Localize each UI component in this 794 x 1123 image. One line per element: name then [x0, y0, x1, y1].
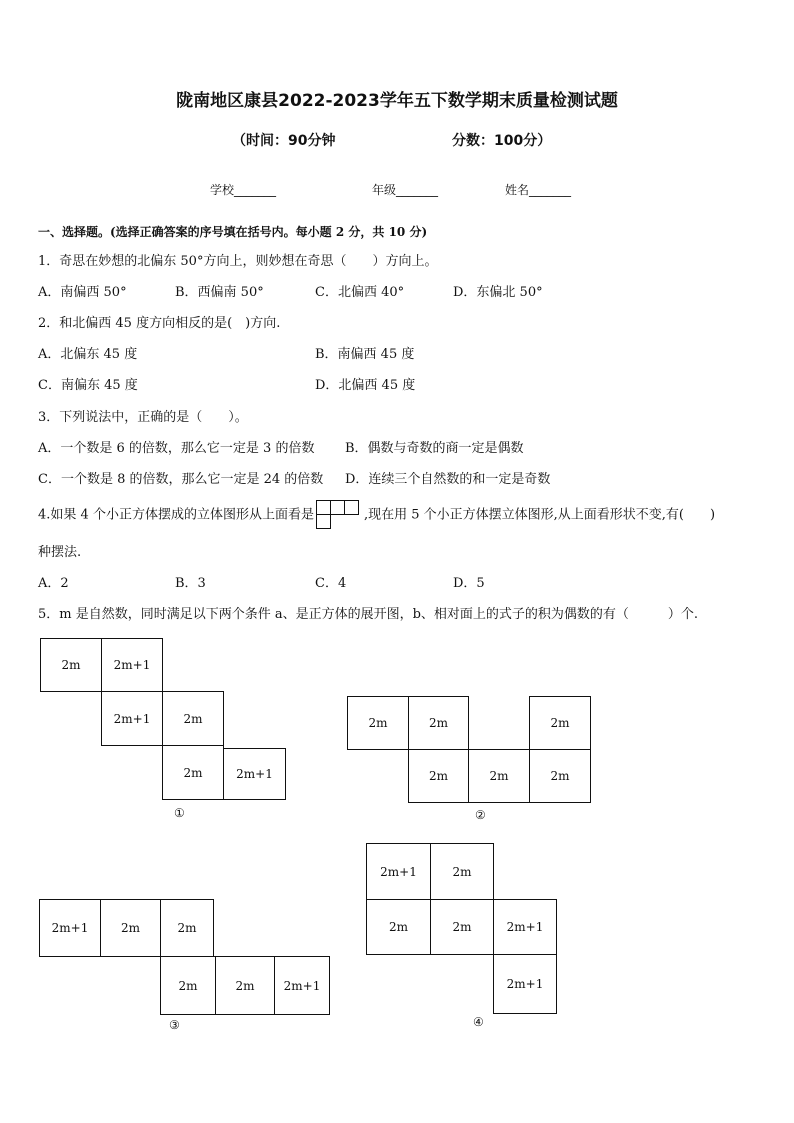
net-cell: 2m+1: [223, 748, 286, 800]
q3-option-a: A．一个数是 6 的倍数，那么它一定是 3 的倍数: [38, 441, 315, 456]
net-cell: 2m+1: [39, 899, 101, 957]
net-cell: 2m: [408, 696, 469, 750]
question-4-cont: 种摆法.: [38, 545, 82, 560]
q2-option-b: B．南偏西 45 度: [315, 347, 415, 362]
net-cell: 2m+1: [366, 843, 431, 900]
q1-option-c: C．北偏西 40°: [315, 285, 405, 300]
top-view-figure: [316, 500, 362, 530]
q4-option-c: C．4: [315, 576, 347, 591]
q3-option-d: D．连续三个自然数的和一定是奇数: [345, 472, 551, 487]
net-cell: 2m: [408, 749, 469, 803]
q2-option-d: D．北偏西 45 度: [315, 378, 416, 393]
net-4-label: ④: [473, 1015, 484, 1029]
net-cell: 2m+1: [493, 899, 557, 955]
q3-option-c: C．一个数是 8 的倍数，那么它一定是 24 的倍数: [38, 472, 324, 487]
q2-option-a: A．北偏东 45 度: [38, 347, 138, 362]
exam-title: 陇南地区康县2022-2023学年五下数学期末质量检测试题: [176, 91, 618, 111]
q1-option-b: B．西偏南 50°: [175, 285, 264, 300]
net-cell: 2m: [215, 956, 275, 1015]
question-2: 2．和北偏西 45 度方向相反的是( )方向.: [38, 316, 281, 331]
net-cell: 2m+1: [101, 691, 163, 746]
q4-option-a: A．2: [38, 576, 69, 591]
q2-option-c: C．南偏东 45 度: [38, 378, 138, 393]
name-field: 姓名_______: [505, 183, 572, 197]
score-label: 分数：100分）: [452, 133, 552, 149]
time-label: （时间：90分钟: [232, 133, 336, 149]
net-cell: 2m: [160, 899, 214, 957]
net-1-label: ①: [174, 806, 185, 820]
q3-option-b: B．偶数与奇数的商一定是偶数: [345, 441, 524, 456]
net-3-label: ③: [169, 1018, 180, 1032]
net-cell: 2m: [529, 696, 591, 750]
net-cell: 2m: [366, 899, 431, 955]
net-cell: 2m: [160, 956, 216, 1015]
net-cell: 2m: [430, 899, 494, 955]
net-cell: 2m: [529, 749, 591, 803]
net-cell: 2m+1: [493, 954, 557, 1014]
net-cell: 2m: [100, 899, 161, 957]
school-field: 学校_______: [210, 183, 277, 197]
question-5: 5．m 是自然数，同时满足以下两个条件 a、是正方体的展开图，b、相对面上的式子的积为偶数的有（ ）个.: [38, 607, 699, 622]
net-cell: 2m: [347, 696, 409, 750]
section-heading: 一、选择题。(选择正确答案的序号填在括号内。每小题 2 分，共 10 分): [38, 225, 428, 239]
question-4: [38, 500, 715, 530]
q4-text-a: 4.如果 4 个小正方体摆成的立体图形从上面看是: [38, 507, 314, 523]
net-cell: 2m: [162, 691, 224, 746]
q4-option-b: B．3: [175, 576, 206, 591]
net-2-label: ②: [475, 808, 486, 822]
q1-option-d: D．东偏北 50°: [453, 285, 543, 300]
net-cell: 2m: [468, 749, 530, 803]
q4-option-d: D．5: [453, 576, 485, 591]
net-cell: 2m+1: [101, 638, 163, 692]
net-cell: 2m: [430, 843, 494, 900]
net-cell: 2m+1: [274, 956, 330, 1015]
q4-text-b: ,现在用 5 个小正方体摆立体图形,从上面看形状不变,有( ): [363, 507, 716, 523]
question-3: 3．下列说法中，正确的是（ ）。: [38, 410, 248, 425]
net-cell: 2m: [40, 638, 102, 692]
net-cell: 2m: [162, 745, 224, 800]
grade-field: 年级_______: [372, 183, 439, 197]
question-1: 1．奇思在妙想的北偏东 50°方向上，则妙想在奇思（ ）方向上。: [38, 254, 438, 269]
q1-option-a: A．南偏西 50°: [38, 285, 127, 300]
